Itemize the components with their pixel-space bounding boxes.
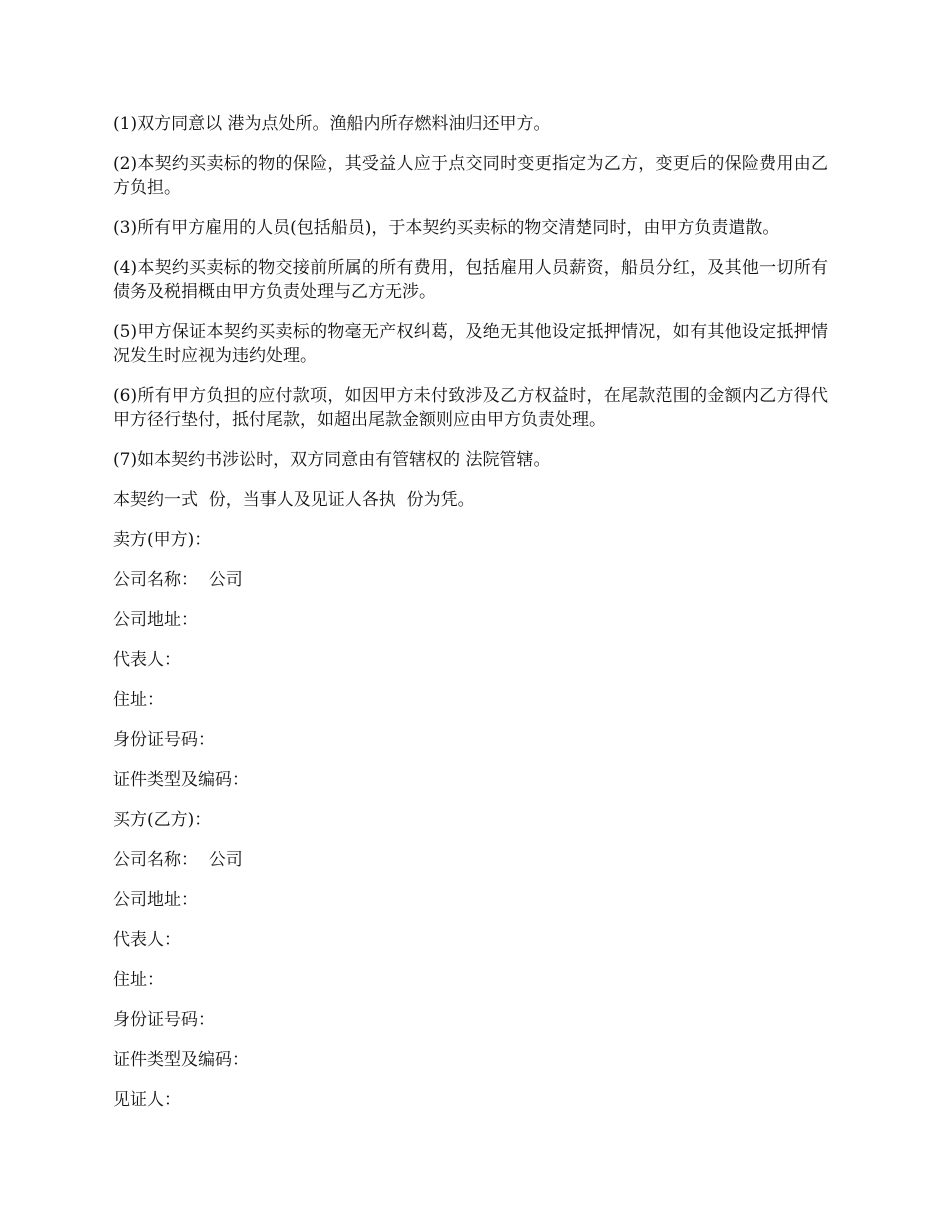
- buyer-company-name: 公司名称： 公司: [113, 850, 243, 870]
- clause-5: (5)甲方保证本契约买卖标的物毫无产权纠葛，及绝无其他设定抵押情况，如有其他设定抵押情况发生时应视为违约处理。: [113, 322, 828, 366]
- clause-3: (3)所有甲方雇用的人员(包括船员)，于本契约买卖标的物交清楚同时，由甲方负责遣散。: [113, 218, 780, 238]
- witness-line: 见证人：: [113, 1090, 181, 1110]
- seller-section: [113, 528, 828, 792]
- clause-4: (4)本契约买卖标的物交接前所属的所有费用，包括雇用人员薪资，船员分红，及其他一切所有债务及税捐概由甲方负责处理与乙方无涉。: [113, 258, 828, 302]
- buyer-residence: 住址：: [113, 970, 164, 990]
- clause-2: (2)本契约买卖标的物的保险，其受益人应于点交同时变更指定为乙方，变更后的保险费用由乙方负担。: [113, 154, 828, 198]
- buyer-heading: 买方(乙方)：: [113, 810, 212, 830]
- buyer-id-number: 身份证号码：: [113, 1010, 215, 1030]
- seller-residence: 住址：: [113, 690, 164, 710]
- seller-company-address: 公司地址：: [113, 610, 198, 630]
- clause-1: (1)双方同意以 港为点处所。渔船内所存燃料油归还甲方。: [113, 114, 551, 134]
- clause-7: (7)如本契约书涉讼时，双方同意由有管辖权的 法院管辖。: [113, 450, 551, 470]
- seller-representative: 代表人：: [113, 650, 181, 670]
- document-page: [113, 112, 828, 1128]
- seller-cert-type: 证件类型及编码：: [113, 770, 249, 790]
- seller-id-number: 身份证号码：: [113, 730, 215, 750]
- buyer-section: [113, 808, 828, 1072]
- copies-line: 本契约一式 份，当事人及见证人各执 份为凭。: [113, 490, 475, 510]
- buyer-company-address: 公司地址：: [113, 890, 198, 910]
- buyer-representative: 代表人：: [113, 930, 181, 950]
- seller-company-name: 公司名称： 公司: [113, 570, 243, 590]
- buyer-cert-type: 证件类型及编码：: [113, 1050, 249, 1070]
- clause-6: (6)所有甲方负担的应付款项，如因甲方未付致涉及乙方权益时，在尾款范围的金额内乙方得代甲方径行垫付，抵付尾款，如超出尾款金额则应由甲方负责处理。: [113, 386, 828, 430]
- seller-heading: 卖方(甲方)：: [113, 530, 212, 550]
